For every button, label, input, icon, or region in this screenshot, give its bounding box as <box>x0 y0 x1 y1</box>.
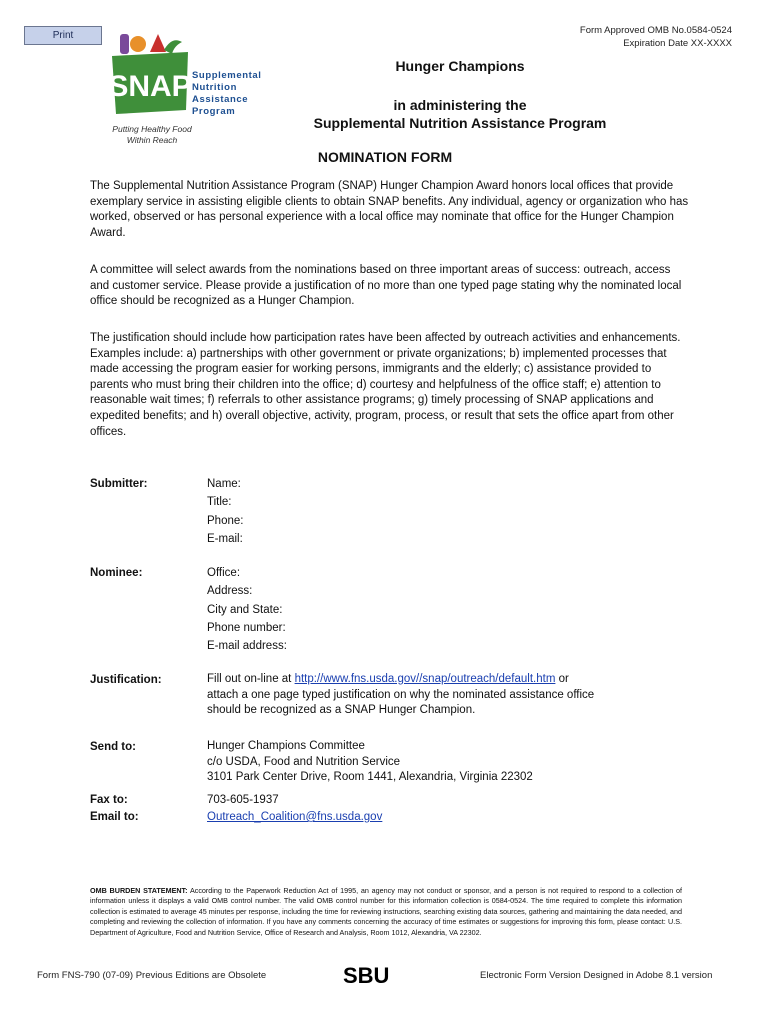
submitter-fields <box>207 475 243 548</box>
form-title: NOMINATION FORM <box>317 149 453 165</box>
logo-tagline: Putting Healthy Food Within Reach <box>112 124 192 145</box>
logo-produce-orange <box>130 36 146 52</box>
page-title: Hunger Champions <box>395 58 525 74</box>
intro-paragraph: The Supplemental Nutrition Assistance Program (SNAP) Hunger Champion Award honors local offices that provide exemplary service in assisting eligible clients to obtain SNAP benefits. Any individual, agency or organization who has worked, observed or has personal experience with a local office may nominate that office for the Hunger Champion Award. <box>90 180 689 239</box>
justification-label: Justification: <box>90 674 162 686</box>
nominee-address-field[interactable]: Address: <box>207 585 253 598</box>
nominee-office-field[interactable]: Office: <box>207 567 241 579</box>
page-subtitle: in administering the Supplemental Nutrition Assistance Program <box>313 97 607 131</box>
selection-paragraph: A committee will select awards from the nominations based on three important areas of success: outreach, access and customer service. Please provide a justification of no more than one typed page stating why the nominated local office should be recognized as a Hunger Champion. <box>90 264 682 308</box>
nominee-fields <box>207 564 287 655</box>
expiration-date: Expiration Date XX-XXXX <box>623 38 732 49</box>
email-label: Email to: <box>90 811 139 823</box>
footer-form-number: Form FNS-790 (07-09) Previous Editions are Obsolete <box>37 970 267 981</box>
omb-info <box>580 24 732 50</box>
send-to-address: Hunger Champions Committee c/o USDA, Food and Nutrition Service 3101 Park Center Drive, Room 1441, Alexandria, Virginia 22302 <box>207 740 533 784</box>
logo-produce-leaf <box>164 40 182 54</box>
nominee-phone-field[interactable]: Phone number: <box>207 621 286 634</box>
submitter-title-field[interactable]: Title: <box>207 496 232 509</box>
send-to-label: Send to: <box>90 741 136 753</box>
logo-program-name: Supplemental Nutrition Assistance Program <box>192 70 262 117</box>
fax-number: 703-605-1937 <box>207 794 279 806</box>
submitter-email-field[interactable]: E-mail: <box>207 532 243 545</box>
footer-sbu-marking: SBU <box>343 963 390 988</box>
submitter-phone-field[interactable]: Phone: <box>207 514 244 527</box>
logo-wordmark: SNAP <box>108 70 192 103</box>
justification-instructions: Fill out on-line at http://www.fns.usda.gov//snap/outreach/default.htm or attach a one page typed justification on why the nominated assistance office should be recognized as a SNAP Hunger Champion. <box>207 673 595 717</box>
submitter-name-field[interactable]: Name: <box>207 478 241 490</box>
nominee-label: Nominee: <box>90 567 143 579</box>
email-link[interactable]: Outreach_Coalition@fns.usda.gov <box>207 811 383 823</box>
nominee-city-state-field[interactable]: City and State: <box>207 603 283 616</box>
snap-logo <box>102 30 270 148</box>
logo-produce-red <box>150 34 166 52</box>
omb-number: Form Approved OMB No.0584-0524 <box>579 25 732 36</box>
outreach-url-link[interactable]: http://www.fns.usda.gov//snap/outreach/default.htm <box>294 673 556 685</box>
submitter-label: Submitter: <box>90 478 148 490</box>
omb-burden-statement: OMB BURDEN STATEMENT: According to the Paperwork Reduction Act of 1995, an agency may not conduct or sponsor, and a person is not required to respond to a collection of information unless it displays a valid OMB control number. The valid OMB control number for this information collection is 0584-0524. The time required to complete this information collection is estimated to average 45 minutes per response, including the time for reviewing instructions, searching existing data sources, gathering and maintaining the data needed, and completing and reviewing the collection of information. If you have any comments concerning the accuracy of time estimates or suggestions for improving this form, please contact: U.S. Department of Agriculture, Food and Nutrition Service, Office of Research and Analysis, Room 1012, Alexandria, VA 22302. <box>90 886 682 937</box>
nominee-email-field[interactable]: E-mail address: <box>207 640 287 653</box>
fax-label: Fax to: <box>90 794 128 806</box>
justification-paragraph: The justification should include how participation rates have been affected by outreach activities and enhancements. Examples include: a) partnerships with other government or private organizations; b) implemented processes that made accessing the program easier for working persons, immigrants and the elderly; c) assistance provided to parents who must bring their children into the office; d) courtesy and helpfulness of the office staff; e) attention to reasonable wait times; f) referrals to other assistance programs; g) timely processing of SNAP applications and expedited benefits; and h) overall objective, activity, program, process, or result that sets the office apart from other offices. <box>90 332 681 438</box>
snap-logo-graphic <box>102 30 194 122</box>
logo-produce-purple <box>120 34 129 54</box>
print-button[interactable]: Print <box>24 26 102 45</box>
footer-version: Electronic Form Version Designed in Adobe 8.1 version <box>480 970 713 981</box>
